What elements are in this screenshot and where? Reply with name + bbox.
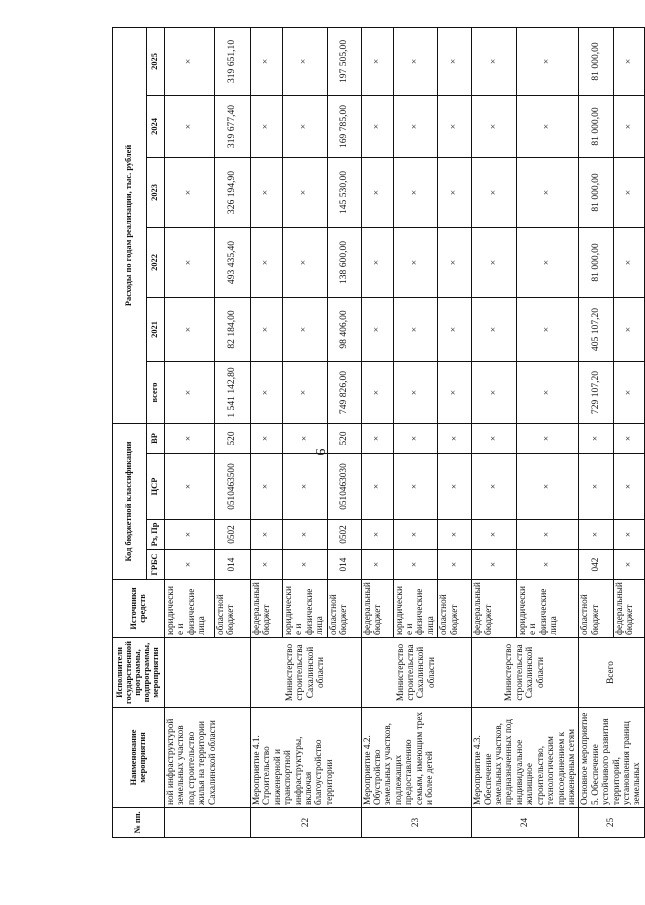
table-body [165,27,645,837]
executor-cell: Министерство строительства Сахалинской области [251,638,362,708]
row-number-cell: 23 [361,808,472,838]
vr-cell: × [472,423,517,453]
page-number: 9 [312,448,327,456]
expense-value-cell: × [614,95,645,157]
csr-cell: × [614,454,645,520]
expense-value-cell: 1 541 142,80 [215,361,251,423]
expense-value-cell: × [393,297,438,361]
rzpr-cell: × [165,520,215,550]
expense-value-cell: 749 826,00 [327,361,361,423]
csr-cell: 0510463500 [215,454,251,520]
expense-value-cell: × [393,361,438,423]
vr-cell: × [579,423,614,453]
expense-value-cell: 319 651,10 [215,27,251,95]
expense-value-cell: × [438,227,472,297]
expense-value-cell: × [251,157,283,227]
expense-value-cell: × [283,297,328,361]
budget-table [112,27,645,838]
funding-source-cell: федеральный бюджет [361,580,393,638]
measure-name-cell: Мероприятие 4.1. Строительство инженерной и транспортной инфраструктуры, включая благоустройство территории [251,708,362,808]
expense-value-cell: × [393,27,438,95]
rzpr-cell: 0502 [327,520,361,550]
executor-cell: Министерство строительства Сахалинской области [361,638,472,708]
table-row [472,27,517,837]
expense-value-cell: 98 406,00 [327,297,361,361]
header-num: № пп. [113,808,165,838]
grbs-cell: × [438,550,472,580]
csr-cell: × [516,454,578,520]
expense-value-cell: × [472,27,517,95]
expense-value-cell: 81 000,00 [579,227,614,297]
funding-source-cell: юридические и физические лица [393,580,438,638]
row-number-cell: 22 [251,808,362,838]
funding-source-cell: областной бюджет [438,580,472,638]
rzpr-cell: × [472,520,517,550]
funding-source-cell: федеральный бюджет [614,580,645,638]
header-year-2025: 2025 [147,27,165,95]
vr-cell: × [361,423,393,453]
expense-value-cell: × [472,95,517,157]
expense-value-cell: × [438,361,472,423]
vr-cell: × [251,423,283,453]
funding-source-cell: областной бюджет [215,580,251,638]
expense-value-cell: 82 184,00 [215,297,251,361]
expense-value-cell: × [361,297,393,361]
expense-value-cell: × [251,27,283,95]
table-row [165,27,215,837]
grbs-cell: × [361,550,393,580]
expense-value-cell: × [361,227,393,297]
row-number-cell [165,808,251,838]
expense-value-cell: × [614,157,645,227]
expense-value-cell: × [614,27,645,95]
header-source: Источники средств [113,580,165,638]
expense-value-cell: × [516,157,578,227]
expense-value-cell: × [438,27,472,95]
header-executor: Исполнители государственной программы, подпрограммы, мероприятия [113,638,165,708]
expense-value-cell: × [438,95,472,157]
rzpr-cell: × [393,520,438,550]
measure-name-cell: Мероприятие 4.3. Обеспечение земельных участков, предназначенных под индивидуальное жилищное строительство, технологическим присоединением к инженерным сетям [472,708,579,808]
rzpr-cell: × [614,520,645,550]
expense-value-cell: × [361,157,393,227]
funding-source-cell: областной бюджет [579,580,614,638]
expense-value-cell: 81 000,00 [579,157,614,227]
table-row [579,27,614,837]
vr-cell: × [614,423,645,453]
csr-cell: 0510463030 [327,454,361,520]
rzpr-cell: × [361,520,393,550]
header-year-2021: 2021 [147,297,165,361]
header-year-2024: 2024 [147,95,165,157]
csr-cell: × [251,454,283,520]
expense-value-cell: × [251,227,283,297]
expense-value-cell: 197 505,00 [327,27,361,95]
expense-value-cell: × [165,361,215,423]
expense-value-cell: × [472,227,517,297]
header-expenses: Расходы по годам реализации, тыс. рублей [113,27,147,423]
expense-value-cell: × [165,227,215,297]
expense-value-cell: × [614,227,645,297]
vr-cell: 520 [327,423,361,453]
expense-value-cell: × [472,297,517,361]
expense-value-cell: × [614,297,645,361]
header-year-2023: 2023 [147,157,165,227]
expense-value-cell: 326 194,90 [215,157,251,227]
vr-cell: × [438,423,472,453]
funding-source-cell: юридические и физические лица [283,580,328,638]
expense-value-cell: × [361,27,393,95]
csr-cell: × [165,454,215,520]
rzpr-cell: × [579,520,614,550]
table-row [361,27,393,837]
header-codes: Код бюджетной классификации [113,423,147,579]
header-grbs: ГРБС [147,550,165,580]
grbs-cell: × [472,550,517,580]
expense-value-cell: × [283,361,328,423]
rzpr-cell: 0502 [215,520,251,550]
expense-value-cell: 138 600,00 [327,227,361,297]
expense-value-cell: 81 000,00 [579,27,614,95]
expense-value-cell: × [283,227,328,297]
vr-cell: × [165,423,215,453]
rzpr-cell: × [516,520,578,550]
grbs-cell: 014 [215,550,251,580]
expense-value-cell: × [516,227,578,297]
csr-cell: × [579,454,614,520]
expense-value-cell: × [438,157,472,227]
rzpr-cell: × [283,520,328,550]
funding-source-cell: федеральный бюджет [472,580,517,638]
measure-name-cell: Основное мероприятие 5. Обеспечение устойчивого развития территорий, установления границ земельных [579,708,644,808]
grbs-cell: × [393,550,438,580]
expense-value-cell: × [251,95,283,157]
expense-value-cell: × [361,95,393,157]
header-year-2022: 2022 [147,227,165,297]
expense-value-cell: × [283,95,328,157]
expense-value-cell: × [516,361,578,423]
header-csr: ЦСР [147,454,165,520]
header-vr: ВР [147,423,165,453]
expense-value-cell: × [516,95,578,157]
row-number-cell: 24 [472,808,579,838]
expense-value-cell: × [251,361,283,423]
funding-source-cell: юридические и физические лица [165,580,215,638]
expense-value-cell: × [516,297,578,361]
expense-value-cell: 493 435,40 [215,227,251,297]
expense-value-cell: × [251,297,283,361]
funding-source-cell: юридические и физические лица [516,580,578,638]
expense-value-cell: × [393,95,438,157]
executor-cell [165,638,251,708]
expense-value-cell: × [165,27,215,95]
expense-value-cell: × [472,157,517,227]
rzpr-cell: × [251,520,283,550]
expense-value-cell: × [165,95,215,157]
grbs-cell: × [614,550,645,580]
expense-value-cell: × [283,27,328,95]
executor-cell: Министерство строительства Сахалинской области [472,638,579,708]
csr-cell: × [361,454,393,520]
table-row [251,27,283,837]
rzpr-cell: × [438,520,472,550]
vr-cell: × [283,423,328,453]
expense-value-cell: 81 000,00 [579,95,614,157]
expense-value-cell: × [283,157,328,227]
measure-name-cell: Мероприятие 4.2. Обустройство земельных участков, подлежащих предоставлению семьям, имеющим трех и более детей [361,708,472,808]
expense-value-cell: × [438,297,472,361]
expense-value-cell: 729 107,20 [579,361,614,423]
vr-cell: × [516,423,578,453]
expense-value-cell: × [361,361,393,423]
expense-value-cell: × [472,361,517,423]
grbs-cell: × [251,550,283,580]
grbs-cell: 014 [327,550,361,580]
grbs-cell: × [165,550,215,580]
rotated-table-container [112,28,643,838]
expense-value-cell: 405 107,20 [579,297,614,361]
expense-value-cell: 319 677,40 [215,95,251,157]
funding-source-cell: областной бюджет [327,580,361,638]
csr-cell: × [283,454,328,520]
expense-value-cell: 145 530,00 [327,157,361,227]
executor-cell: Всего [579,638,644,708]
measure-name-cell: ной инфраструктурой земельных участков под строительство жилья на территории Сахалинской области [165,708,251,808]
vr-cell: 520 [215,423,251,453]
header-name: Наименование мероприятия [113,708,165,808]
vr-cell: × [393,423,438,453]
csr-cell: × [438,454,472,520]
expense-value-cell: 169 785,00 [327,95,361,157]
funding-source-cell: федеральный бюджет [251,580,283,638]
grbs-cell: 042 [579,550,614,580]
expense-value-cell: × [393,227,438,297]
row-number-cell: 25 [579,808,644,838]
expense-value-cell: × [165,297,215,361]
grbs-cell: × [283,550,328,580]
csr-cell: × [393,454,438,520]
expense-value-cell: × [614,361,645,423]
expense-value-cell: × [165,157,215,227]
expense-value-cell: × [393,157,438,227]
expense-value-cell: × [516,27,578,95]
header-year-total: всего [147,361,165,423]
header-rzpr: Рз, Пр [147,520,165,550]
grbs-cell: × [516,550,578,580]
csr-cell: × [472,454,517,520]
